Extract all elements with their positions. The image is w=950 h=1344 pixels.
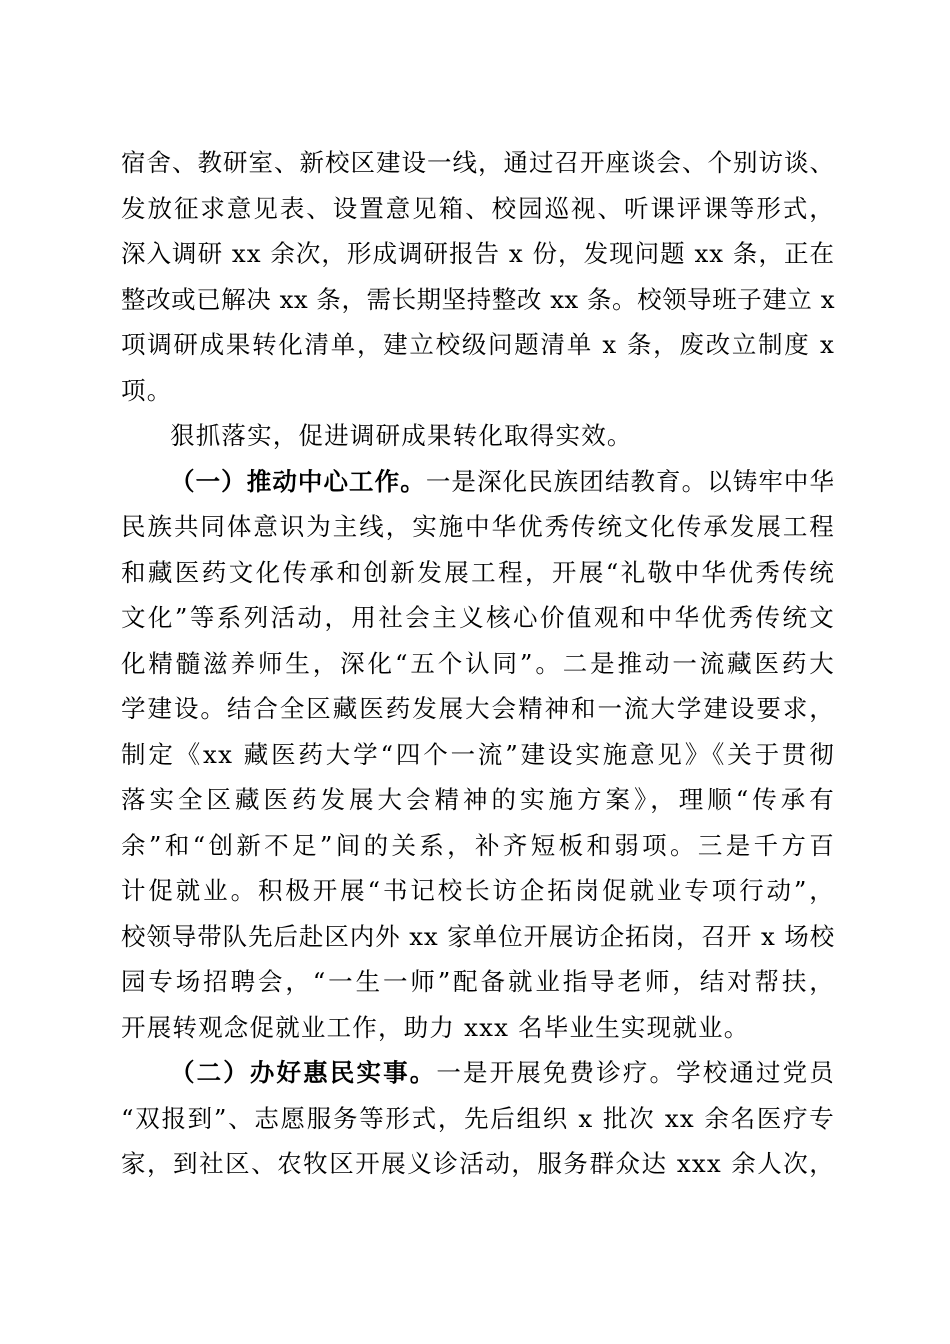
text-line — [121, 1141, 835, 1187]
text-line — [121, 140, 835, 186]
line-text: 落实全区藏医药发展大会精神的实施方案》，理顺“传承有 — [121, 785, 835, 814]
line-text: 整改或已解决 xx 条，需长期坚持整改 xx 条。校领导班子建立 x — [121, 284, 835, 314]
section-heading-line — [121, 459, 835, 505]
line-text: 深入调研 xx 余次，形成调研报告 x 份，发现问题 xx 条，正在 — [121, 239, 835, 268]
section-heading: （二）办好惠民实事。 — [170, 1058, 437, 1087]
text-line — [121, 686, 835, 732]
text-line — [121, 368, 835, 414]
line-text: 余”和“创新不足”间的关系，补齐短板和弱项。三是千方百 — [121, 830, 835, 860]
section-heading-line — [121, 1050, 835, 1096]
text-line — [121, 914, 835, 960]
line-text: 园专场招聘会，“一生一师”配备就业指导老师，结对帮扶， — [121, 967, 835, 996]
line-text: 狠抓落实，促进调研成果转化取得实效。 — [170, 421, 633, 450]
text-line — [121, 777, 835, 823]
line-text: 项。 — [121, 375, 173, 405]
line-text: 一是开展免费诊疗。学校通过党员 — [436, 1058, 835, 1087]
text-line — [121, 868, 835, 914]
line-text: 制定《xx 藏医药大学“四个一流”建设实施意见》《关于贯彻 — [121, 739, 835, 769]
text-line — [121, 1096, 835, 1142]
text-line — [121, 732, 835, 778]
text-line — [121, 641, 835, 687]
line-text: 学建设。结合全区藏医药发展大会精神和一流大学建设要求， — [121, 694, 835, 723]
line-text: 校领导带队先后赴区内外 xx 家单位开展访企拓岗，召开 x 场校 — [121, 921, 835, 951]
line-text: 和藏医药文化传承和创新发展工程，开展“礼敬中华优秀传统 — [121, 557, 835, 587]
line-text: 民族共同体意识为主线，实施中华优秀传统文化传承发展工程 — [121, 512, 835, 541]
text-line — [121, 504, 835, 550]
line-text: 化精髓滋养师生，深化“五个认同”。二是推动一流藏医药大 — [121, 648, 835, 678]
line-text: 开展转观念促就业工作，助力 xxx 名毕业生实现就业。 — [121, 1012, 750, 1042]
text-line — [121, 823, 835, 869]
line-text: 一是深化民族团结教育。以铸牢中华 — [425, 466, 836, 496]
line-text: 计促就业。积极开展“书记校长访企拓岗促就业专项行动”， — [121, 876, 835, 905]
body-text — [121, 140, 835, 1187]
line-text: 文化”等系列活动，用社会主义核心价值观和中华优秀传统文 — [121, 603, 835, 632]
section-heading: （一）推动中心工作。 — [170, 466, 426, 496]
line-text: “双报到”、志愿服务等形式，先后组织 x 批次 xx 余名医疗专 — [121, 1103, 835, 1133]
text-line — [121, 1005, 835, 1051]
line-text: 家，到社区、农牧区开展义诊活动，服务群众达 xxx 余人次， — [121, 1149, 835, 1178]
text-line — [121, 231, 835, 277]
text-line — [121, 413, 835, 459]
text-line — [121, 277, 835, 323]
line-text: 项调研成果转化清单，建立校级问题清单 x 条，废改立制度 x — [121, 330, 835, 359]
line-text: 宿舍、教研室、新校区建设一线，通过召开座谈会、个别访谈、 — [121, 148, 835, 177]
text-line — [121, 322, 835, 368]
text-line — [121, 595, 835, 641]
line-text: 发放征求意见表、设置意见箱、校园巡视、听课评课等形式， — [121, 193, 835, 223]
text-line — [121, 186, 835, 232]
text-line — [121, 550, 835, 596]
text-line — [121, 959, 835, 1005]
